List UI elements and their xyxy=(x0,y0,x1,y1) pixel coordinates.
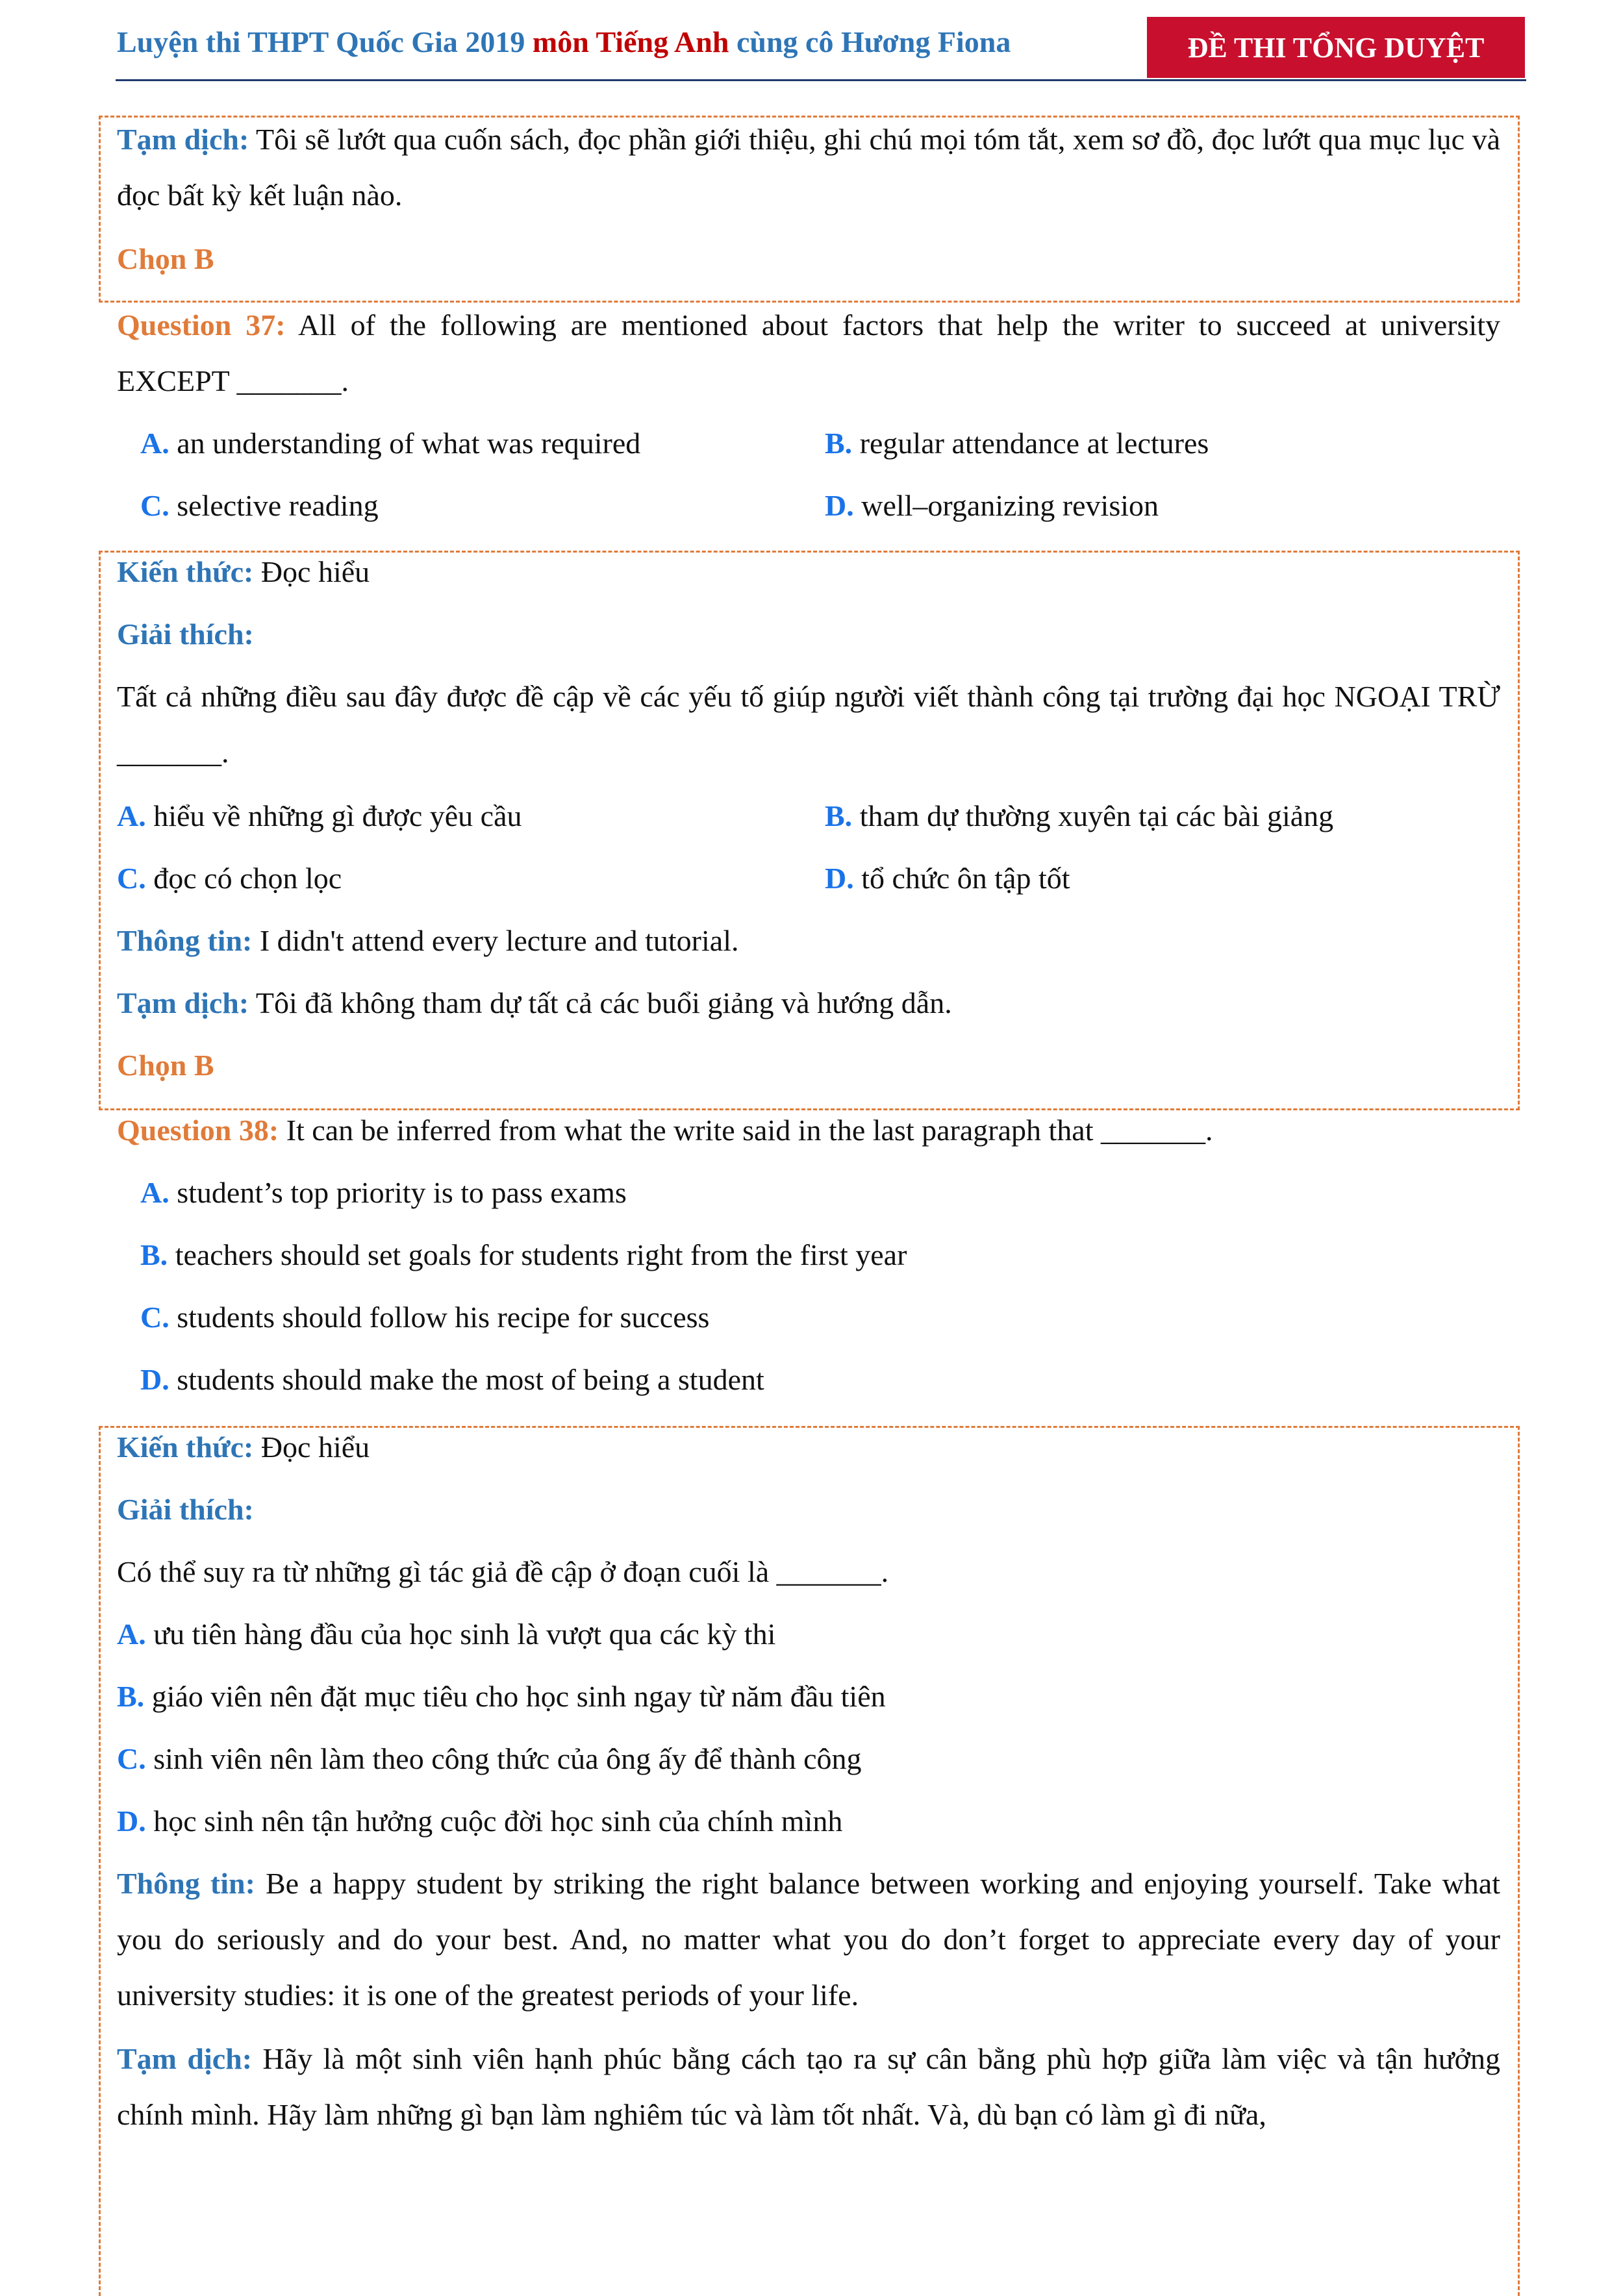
option-letter: C. xyxy=(140,1301,170,1334)
header-title xyxy=(117,25,1011,59)
option-text: giáo viên nên đặt mục tiêu cho học sinh ngay từ năm đầu tiên xyxy=(144,1680,886,1713)
kien-thuc-label: Kiến thức: xyxy=(117,1430,254,1464)
exp38-option-c xyxy=(117,1731,862,1787)
kien-thuc-text: Đọc hiểu xyxy=(253,1430,370,1464)
exam-badge: ĐỀ THI TỔNG DUYỆT xyxy=(1147,17,1525,78)
option-letter: A. xyxy=(140,1176,170,1209)
option-text: student’s top priority is to pass exams xyxy=(169,1176,627,1209)
tam-dich-text: Tôi sẽ lướt qua cuốn sách, đọc phần giới thiệu, ghi chú mọi tóm tắt, xem sơ đồ, đọc lướt qua mục lục và đọc bất kỳ kết luận nào. xyxy=(117,123,1500,212)
option-text: hiểu về những gì được yêu cầu xyxy=(145,799,522,832)
q38-option-a xyxy=(140,1165,627,1221)
exp37-giai-thich-label: Giải thích: xyxy=(117,618,254,651)
kien-thuc-text: Đọc hiểu xyxy=(253,555,370,588)
thong-tin-text: Be a happy student by striking the right balance between working and enjoying yourself. Take what you do seriously and do your best. And, no matter what you do don’t forget to appreciate every day of your university studies: it is one of the greatest periods of your life. xyxy=(117,1867,1500,2012)
option-letter: D. xyxy=(117,1804,146,1838)
answer-36: Chọn B xyxy=(117,242,214,275)
thong-tin-text: I didn't attend every lecture and tutorial. xyxy=(252,924,739,957)
option-letter: C. xyxy=(117,862,146,895)
thong-tin-label: Thông tin: xyxy=(117,1867,255,1900)
exp38-tam-dich xyxy=(117,2031,1500,2143)
q38-option-d xyxy=(140,1352,764,1408)
option-letter: B. xyxy=(117,1680,145,1713)
exp38-option-a xyxy=(117,1606,775,1662)
exp38-giai-thich-label: Giải thích: xyxy=(117,1493,254,1526)
tam-dich-text: Hãy là một sinh viên hạnh phúc bằng cách tạo ra sự cân bằng phù hợp giữa làm việc và tận hưởng chính mình. Hãy làm những gì bạn làm nghiêm túc và làm tốt nhất. Và, dù bạn có làm gì đi nữa, xyxy=(117,2042,1500,2131)
option-text: đọc có chọn lọc xyxy=(145,862,342,895)
question-37 xyxy=(117,297,1500,409)
header-title-part3: cùng cô Hương Fiona xyxy=(729,25,1011,58)
question-37-text: All of the following are mentioned about factors that help the writer to succeed at university EXCEPT _______. xyxy=(117,308,1501,397)
block0-tam-dich xyxy=(117,112,1500,223)
tam-dich-text: Tôi đã không tham dự tất cả các buổi giảng và hướng dẫn. xyxy=(249,986,952,1019)
header-title-subject: môn Tiếng Anh xyxy=(532,25,729,58)
option-letter: A. xyxy=(117,799,146,832)
q37-option-a xyxy=(140,416,640,471)
option-text: ưu tiên hàng đầu của học sinh là vượt qua các kỳ thi xyxy=(145,1617,776,1651)
question-37-label: Question 37: xyxy=(117,308,286,342)
q37-option-d xyxy=(825,478,1159,534)
exp38-kien-thuc xyxy=(117,1419,370,1475)
option-letter: B. xyxy=(825,799,853,832)
option-letter: C. xyxy=(117,1742,146,1775)
tam-dich-label: Tạm dịch: xyxy=(117,123,249,156)
exp37-tam-dich xyxy=(117,975,952,1031)
exp38-thong-tin xyxy=(117,1856,1500,2023)
exp37-option-c xyxy=(117,851,342,906)
option-letter: D. xyxy=(140,1363,170,1396)
header-divider xyxy=(116,79,1526,81)
option-letter: D. xyxy=(825,862,854,895)
option-letter: D. xyxy=(825,489,854,522)
option-text: tham dự thường xuyên tại các bài giảng xyxy=(852,799,1334,832)
question-38-text: It can be inferred from what the write said in the last paragraph that _______. xyxy=(279,1114,1213,1147)
exp38-option-b xyxy=(117,1669,886,1725)
q38-option-c xyxy=(140,1290,709,1345)
q37-option-b xyxy=(825,416,1209,471)
option-text: học sinh nên tận hưởng cuộc đời học sinh của chính mình xyxy=(145,1804,843,1838)
exp37-translation: Tất cả những điều sau đây được đề cập về các yếu tố giúp người viết thành công tại trường đại học NGOẠI TRỪ _______. xyxy=(117,680,1500,769)
option-letter: B. xyxy=(140,1238,168,1271)
exp37-thong-tin xyxy=(117,913,738,969)
tam-dich-label: Tạm dịch: xyxy=(117,986,249,1019)
option-letter: A. xyxy=(140,427,170,460)
exp38-option-d xyxy=(117,1793,842,1849)
option-letter: A. xyxy=(117,1617,146,1651)
exp37-option-b xyxy=(825,788,1333,844)
question-38 xyxy=(117,1103,1213,1158)
answer-37: Chọn B xyxy=(117,1049,214,1082)
option-text: regular attendance at lectures xyxy=(852,427,1209,460)
exp37-option-d xyxy=(825,851,1070,906)
question-38-label: Question 38: xyxy=(117,1114,279,1147)
thong-tin-label: Thông tin: xyxy=(117,924,253,957)
option-text: sinh viên nên làm theo công thức của ông ấy để thành công xyxy=(145,1742,862,1775)
q38-option-b xyxy=(140,1227,907,1283)
option-text: students should make the most of being a student xyxy=(169,1363,764,1396)
q37-option-c xyxy=(140,478,379,534)
option-text: students should follow his recipe for success xyxy=(169,1301,710,1334)
option-letter: C. xyxy=(140,489,170,522)
option-text: an understanding of what was required xyxy=(169,427,641,460)
option-text: tổ chức ôn tập tốt xyxy=(853,862,1070,895)
tam-dich-label: Tạm dịch: xyxy=(117,2042,253,2075)
option-text: selective reading xyxy=(169,489,379,522)
option-letter: B. xyxy=(825,427,853,460)
exp37-option-a xyxy=(117,788,522,844)
exp38-translation: Có thể suy ra từ những gì tác giả đề cập ở đoạn cuối là _______. xyxy=(117,1555,889,1588)
option-text: well–organizing revision xyxy=(853,489,1159,522)
header-title-part1: Luyện thi THPT Quốc Gia 2019 xyxy=(117,25,533,58)
page-header xyxy=(0,0,1610,84)
kien-thuc-label: Kiến thức: xyxy=(117,555,254,588)
exp37-kien-thuc xyxy=(117,544,370,600)
option-text: teachers should set goals for students right from the first year xyxy=(168,1238,907,1271)
